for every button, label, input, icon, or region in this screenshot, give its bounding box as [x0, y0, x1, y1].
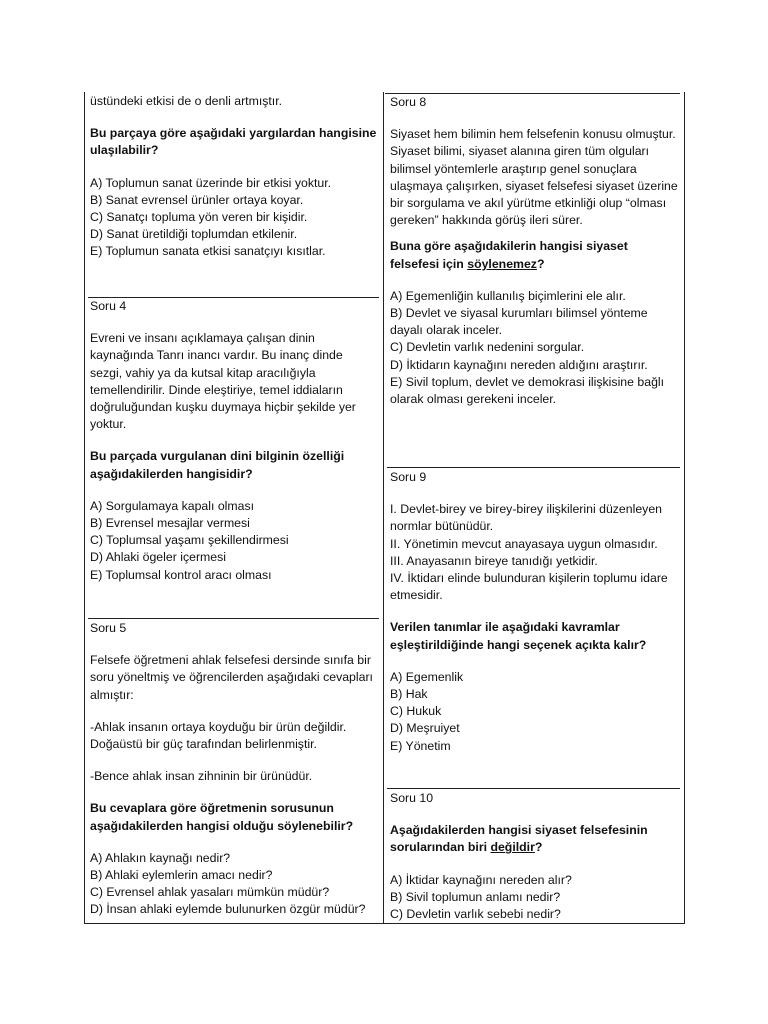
q3-option-c: C) Sanatçı topluma yön veren bir kişidir. [90, 210, 308, 225]
q10-option-a: A) İktidar kaynağını nereden alır? [390, 872, 572, 887]
separator-q5 [88, 618, 379, 619]
q4-option-d: D) Ahlaki ögeler içermesi [90, 550, 226, 565]
q5-option-d: D) İnsan ahlaki eylemde bulunurken özgür müdür? [90, 902, 366, 917]
q10-option-b: B) Sivil toplumun anlamı nedir? [390, 889, 561, 904]
question-4-passage: Evreni ve insanı açıklamaya çalışan dinin kaynağında Tanrı inancı vardır. Bu inanç dinde sezgi, vahiy ya da kutsal kitap aracılığıyla temellendirilir. Dinde eleştiriye, temel iddiaların doğruluğundan kuşku duymaya hiçbir şekilde yer yoktur. [90, 331, 356, 432]
question-3-block [90, 93, 378, 261]
q9-option-d: D) Meşruiyet [390, 721, 460, 736]
q9-statement-1: I. Devlet-birey ve birey-birey ilişkilerini düzenleyen normlar bütünüdür. [390, 502, 663, 534]
q10-option-c: C) Devletin varlık sebebi nedir? [390, 907, 561, 922]
question-8-passage: Siyaset hem bilimin hem felsefenin konusu olmuştur. Siyaset bilimi, siyaset alanına giren tüm olguları bilimsel yöntemlerle araştırıp genel sonuçlara ulaşmaya çalışırken, siyaset felsefesi siyaset üzerine bir sorgulama ve akıl yürütme etkinliği olup “olması gereken” hakkında görüş ileri sürer. [390, 127, 678, 228]
question-10-text: Aşağıdakilerden hangisi siyaset felsefesinin sorularından biri değildir? [390, 823, 648, 855]
question-9-block [390, 469, 680, 755]
table-left-border [84, 92, 85, 924]
q9-statement-4: IV. İktidarı elinde bulunduran kişilerin toplumu idare etmesidir. [390, 571, 668, 603]
q9-option-a: A) Egemenlik [390, 669, 464, 684]
q8-option-d: D) İktidarın kaynağını nereden aldığını araştırır. [390, 357, 648, 372]
q8-option-a: A) Egemenliğin kullanılış biçimlerini ele alır. [390, 288, 626, 303]
q4-option-b: B) Evrensel mesajlar vermesi [90, 516, 250, 531]
question-5-block [90, 620, 380, 919]
question-9-title: Soru 9 [390, 470, 427, 484]
question-5-answer-2: -Bence ahlak insan zihninin bir ürünüdür. [90, 769, 313, 784]
q9-statement-3: III. Anayasanın bireye tanıdığı yetkidir. [390, 553, 598, 568]
question-5-answer-1: -Ahlak insanın ortaya koyduğu bir ürün değildir. Doğaüstü bir güç tarafından belirlenmiştir. [90, 719, 347, 752]
separator-q10 [387, 788, 680, 789]
question-5-passage: Felsefe öğretmeni ahlak felsefesi dersinde sınıfa bir soru yöneltmiş ve öğrencilerden aşağıdaki cevapları almıştır: [90, 653, 373, 702]
q3-option-b: B) Sanat evrensel ürünler ortaya koyar. [90, 192, 304, 207]
question-10-block [390, 790, 680, 923]
question-4-title: Soru 4 [90, 299, 127, 313]
q9-statement-2: II. Yönetimin mevcut anayasaya uygun olmasıdır. [390, 536, 658, 551]
question-4-text: Bu parçada vurgulanan dini bilginin özelliği aşağıdakilerden hangisidir? [90, 449, 345, 481]
question-8-block [390, 94, 680, 408]
q4-option-e: E) Toplumsal kontrol aracı olması [90, 567, 272, 582]
q4-option-c: C) Toplumsal yaşamı şekillendirmesi [90, 533, 289, 548]
passage-tail: üstündeki etkisi de o denli artmıştır. [90, 94, 283, 108]
q3-option-e: E) Toplumun sanata etkisi sanatçıyı kısıtlar. [90, 244, 326, 259]
q3-option-d: D) Sanat üretildiği toplumdan etkilenir. [90, 227, 298, 242]
q9-option-b: B) Hak [390, 687, 428, 702]
q3-option-a: A) Toplumun sanat üzerinde bir etkisi yoktur. [90, 175, 332, 190]
question-5-text: Bu cevaplara göre öğretmenin sorusunun aşağıdakilerden hangisi olduğu söylenebilir? [90, 801, 354, 833]
question-3-text: Bu parçaya göre aşağıdaki yargılardan hangisine ulaşılabilir? [90, 126, 377, 158]
q8-option-c: C) Devletin varlık nedenini sorgular. [390, 340, 585, 355]
question-9-text: Verilen tanımlar ile aşağıdaki kavramlar eşleştirildiğinde hangi seçenek açıkta kalır? [390, 620, 647, 652]
q5-option-b: B) Ahlaki eylemlerin amacı nedir? [90, 868, 273, 883]
q5-option-c: C) Evrensel ahlak yasaları mümkün müdür? [90, 885, 330, 900]
question-8-title: Soru 8 [390, 95, 427, 109]
q4-option-a: A) Sorgulamaya kapalı olması [90, 498, 255, 513]
q8-option-b: B) Devlet ve siyasal kurumları bilimsel yönteme dayalı olarak inceler. [390, 306, 648, 338]
question-10-title: Soru 10 [390, 791, 434, 805]
separator-q9 [387, 467, 680, 468]
q5-option-a: A) Ahlakın kaynağı nedir? [90, 850, 231, 865]
q9-option-e: E) Yönetim [390, 738, 451, 753]
q8-option-e: E) Sivil toplum, devlet ve demokrasi ilişkisine bağlı olarak olması gerekeni inceler. [390, 374, 665, 407]
question-8-text: Buna göre aşağıdakilerin hangisi siyaset felsefesi için söylenemez? [390, 239, 628, 271]
column-divider [383, 92, 384, 924]
question-5-title: Soru 5 [90, 621, 127, 635]
q9-option-c: C) Hukuk [390, 704, 442, 719]
table-right-border [684, 92, 685, 924]
question-4-block [90, 298, 378, 584]
